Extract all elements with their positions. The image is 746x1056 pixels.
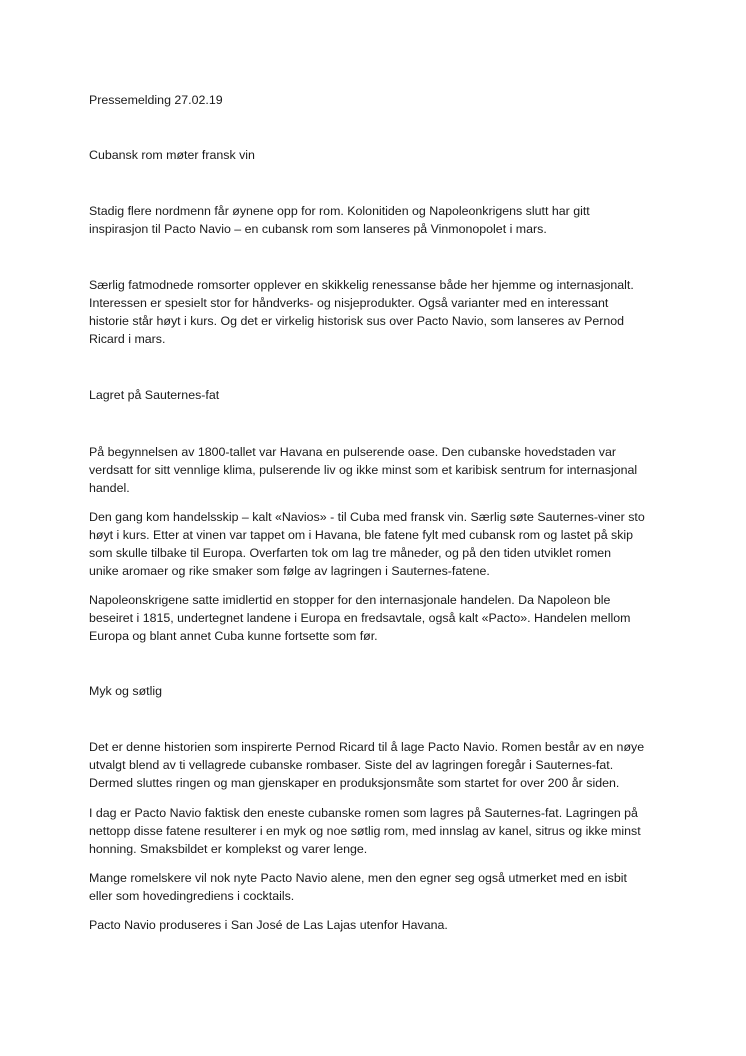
press-date: Pressemelding 27.02.19 xyxy=(89,93,223,107)
intro-line: inspirasjon til Pacto Navio – en cubansk rom som lanseres på Vinmonopolet i mars. xyxy=(89,222,547,236)
paragraph-line: Mange romelskere vil nok nyte Pacto Navio alene, men den egner seg også utmerket med en isbit xyxy=(89,871,627,885)
intro-paragraph xyxy=(89,202,669,238)
section-heading-sauternes: Lagret på Sauternes-fat xyxy=(89,388,220,402)
paragraph-line: På begynnelsen av 1800-tallet var Havana en pulserende oase. Den cubanske hovedstaden var xyxy=(89,445,616,459)
paragraph-renessanse xyxy=(89,276,669,348)
paragraph-produksjon xyxy=(89,916,669,934)
paragraph-line: verdsatt for sitt vennlige klima, pulserende liv og ikke minst som et karibisk sentrum for internasjonal xyxy=(89,463,638,477)
paragraph-line: beseiret i 1815, undertegnet landene i Europa en fredsavtale, også kalt «Pacto». Handelen mellom xyxy=(89,611,631,625)
paragraph-line: nettopp disse fatene resulterer i en myk og noe søtlig rom, med innslag av kanel, sitrus og ikke minst xyxy=(89,824,641,838)
paragraph-smaksbilde xyxy=(89,804,669,858)
paragraph-line: I dag er Pacto Navio faktisk den eneste cubanske romen som lagres på Sauternes-fat. Lagringen på xyxy=(89,806,638,820)
paragraph-navios xyxy=(89,508,669,580)
paragraph-line: Napoleonskrigene satte imidlertid en stopper for den internasjonale handelen. Da Napoleon ble xyxy=(89,593,611,607)
paragraph-line: Det er denne historien som inspirerte Pernod Ricard til å lage Pacto Navio. Romen består av en nøye xyxy=(89,740,645,754)
paragraph-cocktails xyxy=(89,869,669,905)
paragraph-line: som skulle tilbake til Europa. Overfarten tok om lag tre måneder, og på den tiden utviklet romen xyxy=(89,546,612,560)
intro-line: Stadig flere nordmenn får øynene opp for rom. Kolonitiden og Napoleonkrigens slutt har gitt xyxy=(89,204,590,218)
paragraph-line: Dermed sluttes ringen og man gjenskaper en produksjonsmåte som startet for over 200 år siden. xyxy=(89,776,620,790)
paragraph-line: Pacto Navio produseres i San José de Las Lajas utenfor Havana. xyxy=(89,918,448,932)
document-title: Cubansk rom møter fransk vin xyxy=(89,148,255,162)
paragraph-line: utvalgt blend av ti vellagrede cubanske rombaser. Siste del av lagringen foregår i Sauternes-fat. xyxy=(89,758,614,772)
paragraph-pacto xyxy=(89,591,669,645)
section-heading-myk: Myk og søtlig xyxy=(89,684,162,698)
paragraph-havana xyxy=(89,443,669,497)
paragraph-line: unike aromaer og rike smaker som følge av lagringen i Sauternes-fatene. xyxy=(89,564,490,578)
paragraph-line: Interessen er spesielt stor for håndverks- og nisjeprodukter. Også varianter med en interessant xyxy=(89,296,609,310)
paragraph-line: eller som hovedingrediens i cocktails. xyxy=(89,889,295,903)
paragraph-line: Europa og blant annet Cuba kunne fortsette som før. xyxy=(89,629,378,643)
paragraph-line: Ricard i mars. xyxy=(89,332,166,346)
paragraph-line: Særlig fatmodnede romsorter opplever en skikkelig renessanse både her hjemme og internasjonalt. xyxy=(89,278,634,292)
paragraph-line: honning. Smaksbildet er komplekst og varer lenge. xyxy=(89,842,368,856)
paragraph-line: Den gang kom handelsskip – kalt «Navios» - til Cuba med fransk vin. Særlig søte Sauternes-viner sto xyxy=(89,510,645,524)
paragraph-line: handel. xyxy=(89,481,130,495)
paragraph-pernod-ricard xyxy=(89,738,669,792)
paragraph-line: historie står høyt i kurs. Og det er virkelig historisk sus over Pacto Navio, som lanseres av Pernod xyxy=(89,314,625,328)
paragraph-line: høyt i kurs. Etter at vinen var tappet om i Havana, ble fatene fylt med cubansk rom og lastet på skip xyxy=(89,528,634,542)
